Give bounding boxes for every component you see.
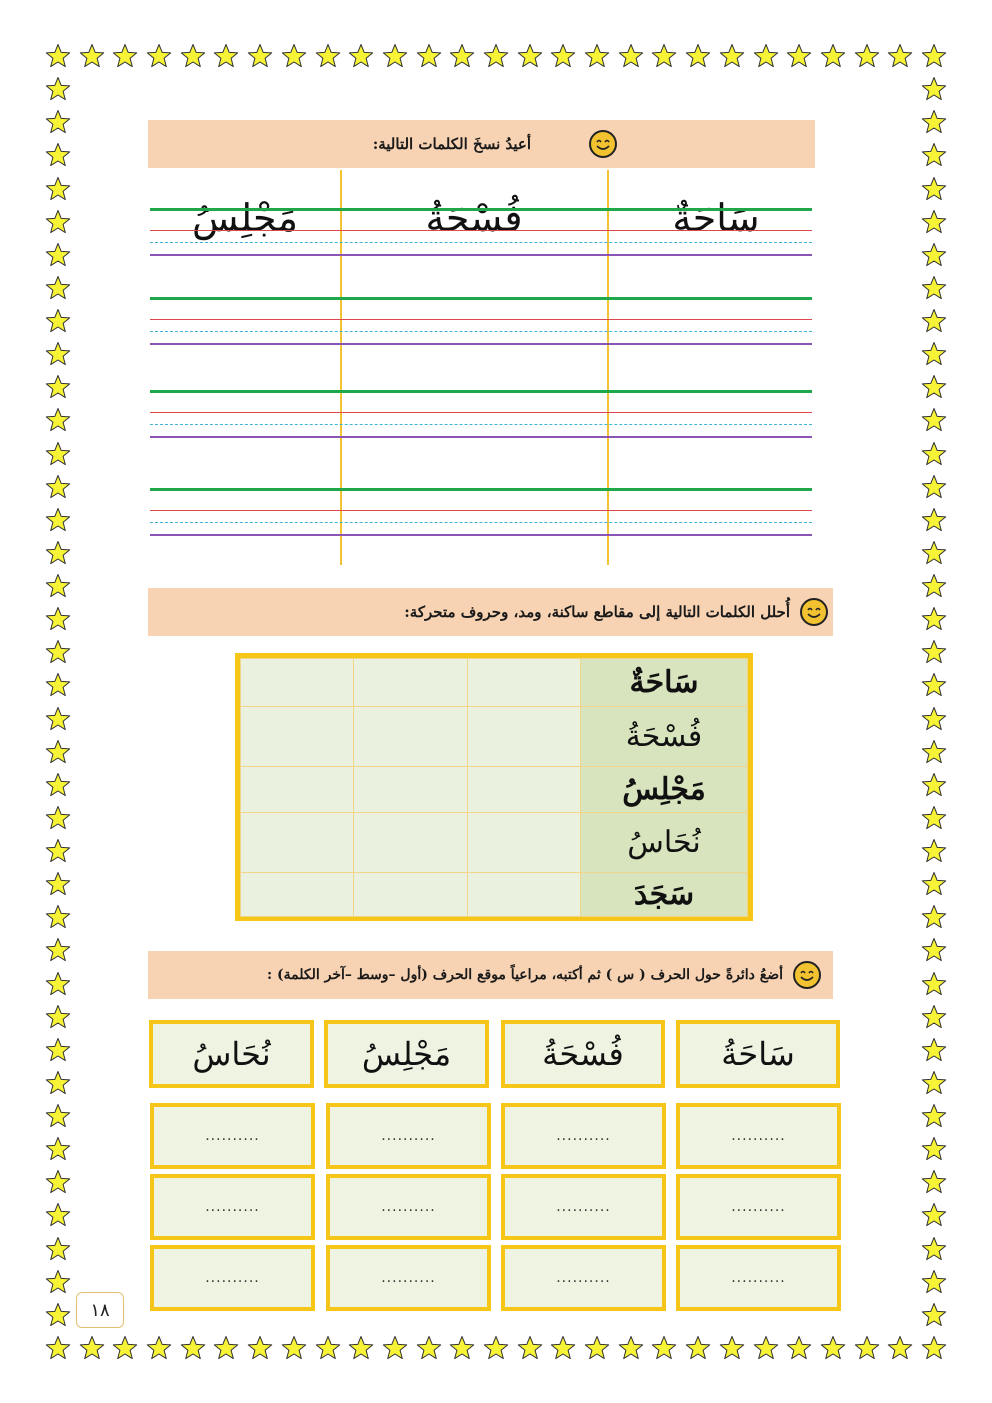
star-icon [45, 1136, 71, 1162]
table-row [241, 767, 748, 813]
star-icon [45, 1070, 71, 1096]
answer-cell[interactable] [467, 659, 580, 707]
star-icon [685, 43, 711, 69]
star-icon [921, 1037, 947, 1063]
star-icon [921, 176, 947, 202]
answer-cell[interactable] [467, 873, 580, 917]
star-icon [45, 1169, 71, 1195]
star-icon [348, 43, 374, 69]
star-icon [45, 838, 71, 864]
star-icon [449, 1335, 475, 1361]
answer-cell[interactable] [241, 659, 354, 707]
guide-line [150, 343, 812, 345]
star-icon [247, 1335, 273, 1361]
star-icon [79, 43, 105, 69]
star-icon [416, 43, 442, 69]
star-icon [45, 308, 71, 334]
answer-box[interactable]: .......... [676, 1174, 841, 1240]
table-row [241, 707, 748, 767]
star-icon [45, 1236, 71, 1262]
answer-box[interactable]: .......... [676, 1103, 841, 1169]
star-icon [887, 1335, 913, 1361]
table-row [241, 813, 748, 873]
star-icon [483, 43, 509, 69]
star-icon [921, 838, 947, 864]
guide-line [150, 254, 812, 256]
star-icon [854, 43, 880, 69]
guide-line [150, 534, 812, 536]
star-icon [45, 507, 71, 533]
star-icon [786, 43, 812, 69]
answer-cell[interactable] [354, 707, 467, 767]
star-icon [45, 672, 71, 698]
star-icon [786, 1335, 812, 1361]
star-icon [921, 1070, 947, 1096]
star-icon [45, 341, 71, 367]
model-word: فُسْحَةُ [425, 196, 523, 240]
star-icon [921, 308, 947, 334]
answer-cell[interactable] [241, 873, 354, 917]
handwriting-practice-area [150, 170, 812, 565]
smiley-icon [793, 961, 821, 989]
star-icon [45, 1269, 71, 1295]
star-icon [45, 441, 71, 467]
star-icon [180, 43, 206, 69]
star-icon [921, 805, 947, 831]
star-icon [45, 242, 71, 268]
star-icon [45, 1202, 71, 1228]
star-icon [45, 606, 71, 632]
star-icon [45, 1037, 71, 1063]
instruction-banner-analyze [148, 588, 833, 636]
answer-box[interactable]: .......... [150, 1174, 315, 1240]
guide-line [150, 331, 812, 332]
word-cell: نُحَاسُ [581, 813, 748, 873]
answer-box[interactable]: .......... [150, 1103, 315, 1169]
guide-line [150, 522, 812, 523]
star-icon [45, 109, 71, 135]
star-icon [45, 573, 71, 599]
answer-cell[interactable] [354, 873, 467, 917]
star-icon [79, 1335, 105, 1361]
star-icon [45, 739, 71, 765]
star-icon [517, 1335, 543, 1361]
star-icon [45, 639, 71, 665]
star-icon [483, 1335, 509, 1361]
star-icon [753, 43, 779, 69]
model-word: سَاحَةٌ [672, 196, 760, 240]
word-cell: فُسْحَةُ [581, 707, 748, 767]
star-icon [854, 1335, 880, 1361]
star-icon [921, 772, 947, 798]
star-icon [146, 1335, 172, 1361]
instruction-banner-copy [148, 120, 815, 168]
guide-line [150, 242, 812, 243]
star-icon [584, 43, 610, 69]
star-icon [45, 1335, 71, 1361]
guide-line [150, 510, 812, 511]
guide-line [150, 230, 812, 231]
star-icon [112, 43, 138, 69]
star-icon [820, 43, 846, 69]
star-icon [651, 1335, 677, 1361]
answer-cell[interactable] [241, 767, 354, 813]
answer-box[interactable]: .......... [676, 1245, 841, 1311]
star-icon [45, 76, 71, 102]
answer-cell[interactable] [241, 813, 354, 873]
table-row [241, 659, 748, 707]
star-icon [213, 1335, 239, 1361]
star-icon [45, 772, 71, 798]
star-icon [45, 474, 71, 500]
star-icon [921, 871, 947, 897]
answer-cell[interactable] [354, 659, 467, 707]
star-icon [921, 937, 947, 963]
star-icon [685, 1335, 711, 1361]
star-icon [517, 43, 543, 69]
star-icon [921, 706, 947, 732]
star-icon [921, 43, 947, 69]
star-icon [921, 341, 947, 367]
answer-cell[interactable] [467, 767, 580, 813]
instruction-analyze-text: أُحلل الكلمات التالية إلى مقاطع ساكنة، ومد، وحروف متحركة: [404, 603, 790, 621]
star-icon [921, 407, 947, 433]
smiley-icon [800, 598, 828, 626]
word-cell: مَجْلِسُ [581, 767, 748, 813]
star-icon [921, 904, 947, 930]
word-box: نُحَاسُ [149, 1020, 314, 1088]
guide-line [150, 436, 812, 438]
word-box: سَاحَةُ [676, 1020, 840, 1088]
star-icon [820, 1335, 846, 1361]
star-icon [921, 739, 947, 765]
star-icon [921, 573, 947, 599]
star-icon [416, 1335, 442, 1361]
star-icon [180, 1335, 206, 1361]
star-icon [719, 1335, 745, 1361]
star-icon [45, 706, 71, 732]
star-icon [921, 1136, 947, 1162]
star-icon [921, 606, 947, 632]
answer-box[interactable]: .......... [326, 1103, 491, 1169]
answer-box[interactable]: .......... [326, 1245, 491, 1311]
star-icon [584, 1335, 610, 1361]
answer-box[interactable]: .......... [326, 1174, 491, 1240]
star-icon [921, 1103, 947, 1129]
star-icon [921, 1335, 947, 1361]
star-icon [45, 904, 71, 930]
model-word: مَجْلِسُ [192, 196, 298, 240]
star-icon [281, 1335, 307, 1361]
star-icon [45, 43, 71, 69]
word-cell: سَاحَةٌ [581, 659, 748, 707]
answer-cell[interactable] [467, 707, 580, 767]
star-icon [315, 43, 341, 69]
star-icon [348, 1335, 374, 1361]
answer-cell[interactable] [354, 767, 467, 813]
instruction-banner-circle [148, 951, 833, 999]
star-icon [45, 209, 71, 235]
star-icon [45, 805, 71, 831]
word-cell: سَجَدَ [581, 873, 748, 917]
star-icon [921, 540, 947, 566]
star-icon [921, 1004, 947, 1030]
star-icon [281, 43, 307, 69]
star-icon [921, 275, 947, 301]
star-icon [146, 43, 172, 69]
star-icon [45, 971, 71, 997]
answer-box[interactable]: .......... [501, 1174, 666, 1240]
instruction-copy-text: أعيدُ نسخَ الكلمات التالية: [372, 135, 531, 153]
star-icon [921, 672, 947, 698]
table-row [241, 873, 748, 917]
answer-box[interactable]: .......... [501, 1245, 666, 1311]
star-icon [315, 1335, 341, 1361]
star-icon [382, 43, 408, 69]
star-icon [651, 43, 677, 69]
star-icon [921, 209, 947, 235]
star-icon [45, 374, 71, 400]
star-icon [887, 43, 913, 69]
answer-cell[interactable] [241, 707, 354, 767]
star-icon [921, 109, 947, 135]
star-icon [382, 1335, 408, 1361]
star-icon [618, 1335, 644, 1361]
guide-line [150, 297, 812, 300]
star-icon [45, 540, 71, 566]
star-icon [753, 1335, 779, 1361]
guide-line [150, 319, 812, 320]
syllable-analysis-table [235, 653, 753, 921]
answer-cell[interactable] [354, 813, 467, 873]
instruction-circle-text: أضعُ دائرةً حول الحرف ( س ) ثم أكتبه، مراعياً موقع الحرف (أول –وسط –آخر الكلمة) : [266, 967, 783, 983]
star-icon [449, 43, 475, 69]
star-icon [550, 43, 576, 69]
star-icon [921, 1236, 947, 1262]
star-icon [45, 176, 71, 202]
star-icon [921, 1269, 947, 1295]
star-icon [550, 1335, 576, 1361]
star-icon [45, 871, 71, 897]
star-icon [45, 1302, 71, 1328]
answer-box[interactable]: .......... [150, 1245, 315, 1311]
star-icon [921, 507, 947, 533]
guide-line [150, 412, 812, 413]
star-icon [921, 374, 947, 400]
star-icon [921, 242, 947, 268]
star-icon [45, 1103, 71, 1129]
guide-line [150, 424, 812, 425]
star-icon [618, 43, 644, 69]
star-icon [921, 474, 947, 500]
star-icon [719, 43, 745, 69]
guide-line [150, 488, 812, 491]
guide-line [150, 390, 812, 393]
star-icon [247, 43, 273, 69]
answer-cell[interactable] [467, 813, 580, 873]
smiley-icon [589, 130, 617, 158]
star-icon [921, 76, 947, 102]
star-icon [45, 275, 71, 301]
star-icon [45, 937, 71, 963]
page-number: ١٨ [76, 1292, 124, 1328]
star-icon [213, 43, 239, 69]
star-icon [921, 1169, 947, 1195]
word-box: مَجْلِسُ [324, 1020, 489, 1088]
star-icon [112, 1335, 138, 1361]
star-icon [921, 441, 947, 467]
star-icon [45, 407, 71, 433]
star-icon [45, 1004, 71, 1030]
guide-line [150, 208, 812, 211]
word-box: فُسْحَةُ [501, 1020, 665, 1088]
answer-box[interactable]: .......... [501, 1103, 666, 1169]
star-icon [921, 971, 947, 997]
star-icon [45, 142, 71, 168]
star-icon [921, 142, 947, 168]
star-icon [921, 1202, 947, 1228]
star-icon [921, 639, 947, 665]
star-icon [921, 1302, 947, 1328]
